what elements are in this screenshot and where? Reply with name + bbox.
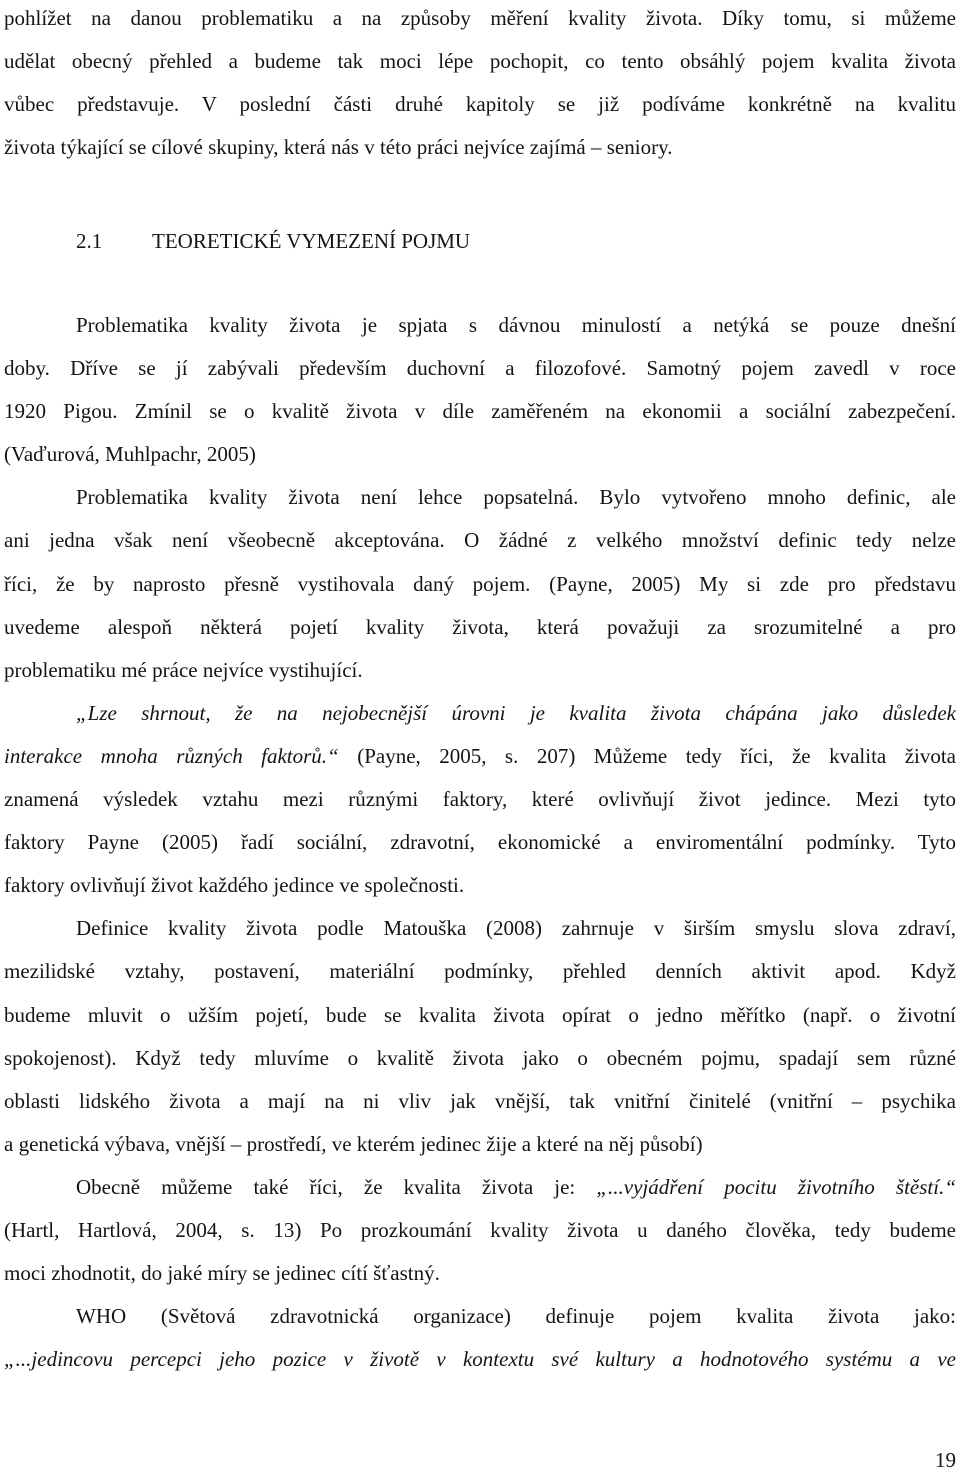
text-line: budeme mluvit o užším pojetí, bude se kvalita života opírat o jedno měřítko (např. o životní — [4, 1002, 956, 1027]
text-line: faktory Payne (2005) řadí sociální, zdravotní, ekonomické a enviromentální podmínky. Tyto — [4, 830, 956, 855]
text-line: a genetická výbava, vnější – prostředí, ve kterém jedinec žije a které na něj působí) — [4, 1131, 703, 1156]
text-line: problematiku mé práce nejvíce vystihující. — [4, 657, 363, 682]
quote-text: „...jedincovu percepci jeho pozice v životě v kontextu své kultury a hodnotového systému a ve — [4, 1347, 956, 1372]
text-line: faktory ovlivňují život každého jedince ve společnosti. — [4, 873, 465, 898]
text-line: pohlížet na danou problematiku a na způsoby měření kvality života. Díky tomu, si můžeme — [4, 6, 956, 30]
text-line: života týkající se cílové skupiny, která nás v této práci nejvíce zajímá – seniory. — [4, 135, 673, 160]
text-line — [4, 735, 956, 778]
section-heading — [76, 224, 470, 258]
text-line: vůbec představuje. V poslední části druhé kapitoly se již podíváme konkrétně na kvalitu — [4, 92, 956, 117]
page-number: 19 — [935, 1448, 956, 1472]
text-line: doby. Dříve se jí zabývali především duchovní a filozofové. Samotný pojem zavedl v roce — [4, 356, 956, 381]
text-line — [4, 692, 956, 735]
text-line: udělat obecný přehled a budeme tak moci lépe pochopit, co tento obsáhlý pojem kvalita života — [4, 49, 956, 74]
sentence-text: Obecně můžeme také říci, že kvalita života je: — [76, 1174, 597, 1199]
text-line: uvedeme alespoň některá pojetí kvality života, která považuji za srozumitelné a pro — [4, 614, 956, 639]
text-line: Definice kvality života podle Matouška (2008) zahrnuje v širším smyslu slova zdraví, — [76, 916, 956, 941]
text-line: říci, že by naprosto přesně vystihovala daný pojem. (Payne, 2005) My si zde pro představu — [4, 571, 956, 596]
section-number: 2.1 — [76, 229, 103, 253]
text-line — [4, 1166, 956, 1209]
text-line: spokojenost). Když tedy mluvíme o kvalitě života jako o obecném pojmu, spadají sem různé — [4, 1045, 956, 1070]
text-line: WHO (Světová zdravotnická organizace) definuje pojem kvalita života jako: — [76, 1304, 956, 1329]
text-line: 1920 Pigou. Zmínil se o kvalitě života v díle zaměřeném na ekonomii a sociální zabezpečení. — [4, 399, 956, 424]
quote-text: interakce mnoha různých faktorů.“ — [4, 743, 339, 768]
text-line: oblasti lidského života a mají na ni vliv jak vnější, tak vnitřní činitelé (vnitřní – psychika — [4, 1088, 956, 1113]
quote-text: „Lze shrnout, že na nejobecnější úrovni je kvalita života chápána jako důsledek — [76, 700, 956, 725]
text-line — [4, 1338, 956, 1381]
text-line: Problematika kvality života není lehce popsatelná. Bylo vytvořeno mnoho definic, ale — [76, 485, 956, 510]
quote-text: „...vyjádření pocitu životního štěstí.“ — [596, 1174, 956, 1199]
text-line: moci zhodnotit, do jaké míry se jedinec cítí šťastný. — [4, 1261, 440, 1286]
text-line: (Hartl, Hartlová, 2004, s. 13) Po prozkoumání kvality života u daného člověka, tedy budeme — [4, 1217, 956, 1242]
section-title: TEORETICKÉ VYMEZENÍ POJMU — [152, 229, 471, 253]
text-line: mezilidské vztahy, postavení, materiální podmínky, přehled denních aktivit apod. Když — [4, 959, 956, 984]
text-line: ani jedna však není všeobecně akceptována. O žádné z velkého množství definic tedy nelze — [4, 528, 956, 553]
text-line: Problematika kvality života je spjata s dávnou minulostí a netýká se pouze dnešní — [76, 313, 956, 337]
text-line: (Vaďurová, Muhlpachr, 2005) — [4, 442, 256, 467]
citation-text: (Payne, 2005, s. 207) Můžeme tedy říci, že kvalita života — [338, 743, 957, 768]
paragraph — [4, 304, 956, 1381]
text-line: znamená výsledek vztahu mezi různými faktory, které ovlivňují život jedince. Mezi tyto — [4, 787, 956, 812]
intro-paragraph — [4, 0, 956, 169]
